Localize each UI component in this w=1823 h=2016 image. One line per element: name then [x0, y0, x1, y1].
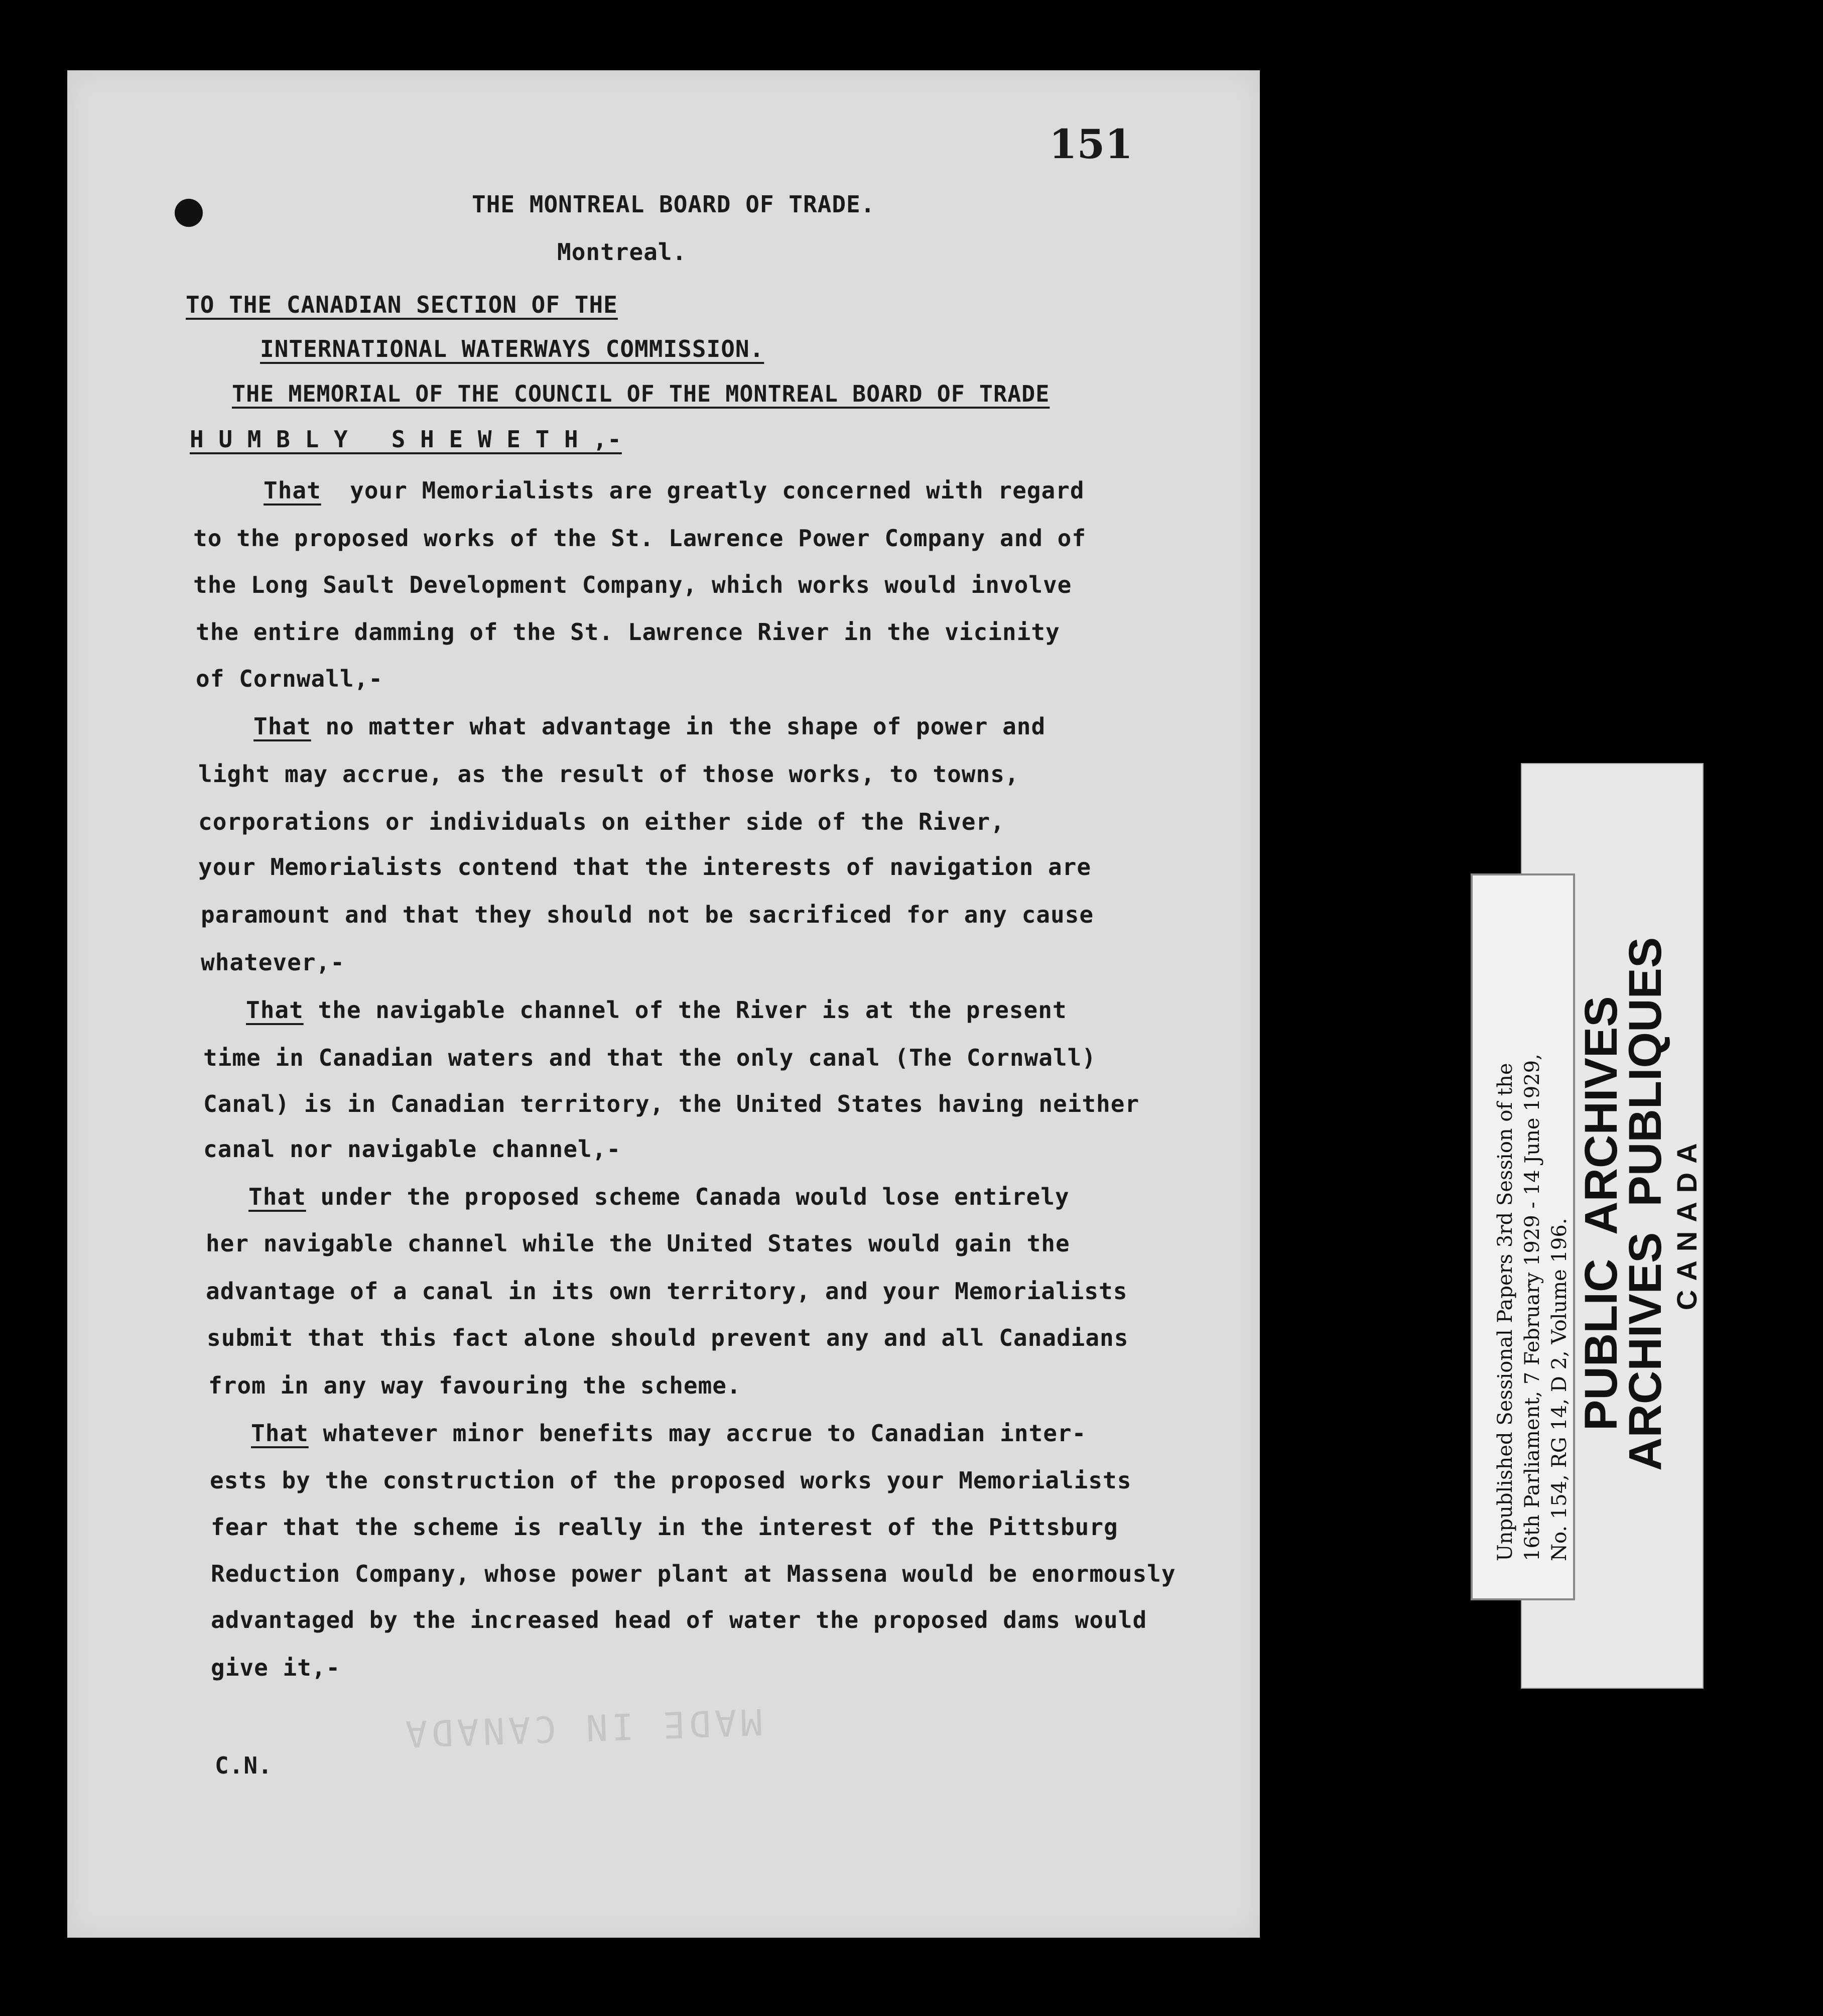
body-line: [206, 1278, 1127, 1305]
body-line: [246, 996, 1067, 1024]
that-lead-word: That: [264, 477, 321, 504]
body-line-text: advantaged by the increased head of water the proposed dams would: [211, 1606, 1147, 1633]
body-line-text: under the proposed scheme Canada would lose entirely: [306, 1183, 1070, 1210]
letterhead-city: Montreal.: [557, 238, 687, 266]
public-archives-label: PUBLIC ARCHIVES: [1576, 996, 1627, 1431]
page-number: 151: [1049, 120, 1133, 168]
body-line: [203, 1044, 1096, 1071]
body-line-text: ests by the construction of the proposed works your Memorialists: [210, 1467, 1132, 1494]
body-line-text: fear that the scheme is really in the interest of the Pittsburg: [211, 1514, 1118, 1541]
body-line: [208, 1372, 741, 1399]
address-line-1: TO THE CANADIAN SECTION OF THE: [186, 291, 618, 318]
body-line: [193, 525, 1086, 552]
body-line: [253, 713, 1046, 740]
body-line: [211, 1606, 1147, 1633]
initials: C.N.: [215, 1752, 273, 1779]
body-line: [193, 571, 1072, 598]
body-line: [211, 1654, 340, 1681]
body-line-text: submit that this fact alone should prevent any and all Canadians: [207, 1324, 1129, 1351]
archives-publiques-label: ARCHIVES PUBLIQUES: [1620, 937, 1671, 1471]
body-line: [206, 1230, 1070, 1257]
body-line-text: from in any way favouring the scheme.: [208, 1372, 741, 1399]
body-line: [210, 1467, 1131, 1494]
body-line: [211, 1560, 1176, 1587]
body-line-text: your Memorialists contend that the interests of navigation are: [198, 853, 1092, 880]
memorial-heading: THE MEMORIAL OF THE COUNCIL OF THE MONTREAL BOARD OF TRADE: [232, 381, 1050, 407]
punch-hole: [175, 199, 203, 227]
body-line: [196, 665, 383, 692]
body-line: [196, 618, 1060, 646]
canada-label: CANADA: [1671, 1134, 1703, 1310]
body-line-text: corporations or individuals on either side of the River,: [198, 808, 1005, 835]
body-line: [198, 853, 1091, 880]
body-line: [201, 901, 1094, 928]
body-line-text: whatever minor benefits may accrue to Canadian inter-: [308, 1420, 1087, 1447]
body-line: [211, 1514, 1118, 1541]
body-line: [248, 1183, 1070, 1210]
body-line: [198, 761, 1019, 788]
body-line-text: whatever,-: [201, 949, 345, 976]
body-line: [201, 949, 345, 976]
body-line-text: of Cornwall,-: [196, 665, 383, 692]
body-line-text: no matter what advantage in the shape of power and: [311, 713, 1046, 740]
body-line-text: the Long Sault Development Company, which works would involve: [193, 571, 1072, 598]
body-line-text: advantage of a canal in its own territory, and your Memorialists: [206, 1278, 1128, 1305]
that-lead-word: That: [248, 1183, 306, 1210]
archive-note-line-1: Unpublished Sessional Papers 3rd Session of the: [1494, 1063, 1517, 1561]
body-line: [198, 808, 1005, 835]
body-line-text: the entire damming of the St. Lawrence River in the vicinity: [196, 618, 1060, 646]
humbly-sheweth: H U M B L Y S H E W E T H ,-: [190, 426, 622, 453]
body-line-text: the navigable channel of the River is at the present: [303, 996, 1067, 1024]
archive-note-line-3: No. 154, RG 14, D 2, Volume 196.: [1548, 1218, 1571, 1561]
body-line-text: Reduction Company, whose power plant at Massena would be enormously: [211, 1560, 1176, 1587]
watermark-stamp: MADE IN CANADA: [401, 1700, 763, 1755]
body-line-text: canal nor navigable channel,-: [203, 1136, 621, 1163]
address-line-2: INTERNATIONAL WATERWAYS COMMISSION.: [260, 335, 764, 362]
body-line-text: your Memorialists are greatly concerned with regard: [321, 477, 1085, 504]
body-line-text: to the proposed works of the St. Lawrence Power Company and of: [193, 525, 1087, 552]
body-line-text: light may accrue, as the result of those works, to towns,: [198, 761, 1019, 788]
that-lead-word: That: [246, 996, 304, 1024]
body-line-text: her navigable channel while the United States would gain the: [206, 1230, 1070, 1257]
body-line-text: paramount and that they should not be sacrificed for any cause: [201, 901, 1094, 928]
body-line: [207, 1324, 1128, 1351]
archive-note-line-2: 16th Parliament, 7 February 1929 - 14 June 1929,: [1521, 1054, 1544, 1561]
that-lead-word: That: [251, 1420, 309, 1447]
body-line: [264, 477, 1085, 504]
letterhead-title: THE MONTREAL BOARD OF TRADE.: [472, 191, 875, 218]
body-line: [251, 1420, 1086, 1447]
body-line-text: give it,-: [211, 1654, 341, 1681]
body-line-text: Canal) is in Canadian territory, the United States having neither: [203, 1090, 1140, 1117]
body-line-text: time in Canadian waters and that the only canal (The Cornwall): [203, 1044, 1097, 1071]
body-line: [203, 1090, 1139, 1117]
body-line: [203, 1136, 621, 1163]
that-lead-word: That: [253, 713, 311, 740]
